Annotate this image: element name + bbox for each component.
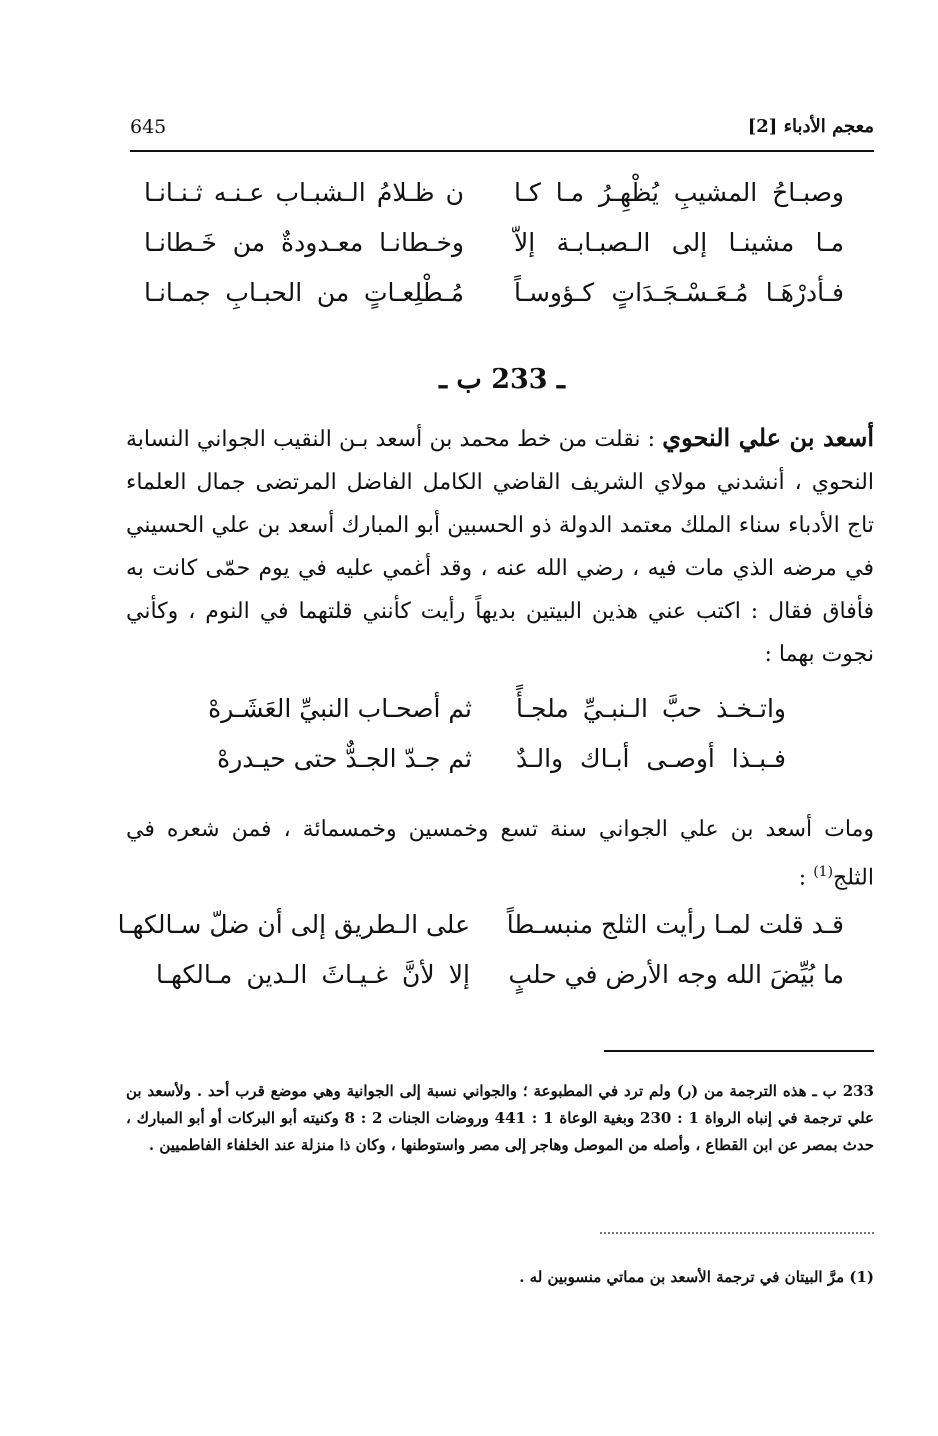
entry-paragraph bbox=[126, 416, 874, 676]
verse bbox=[130, 744, 874, 794]
footnote-divider bbox=[604, 1050, 874, 1052]
verse-second-hemistich: على الـطريق إلى أن ضلّ سـالكهـا bbox=[117, 910, 470, 939]
verse-first-hemistich: فـبـذا أوصـى أبـاك والـدٌ bbox=[516, 744, 786, 773]
entry-body: : نقلت من خط محمد بن أسعد بـن النقيب الجواني النسابة النحوي ، أنشدني مولاي الشريف القاضي الكامل الفاضل المرتضى جمال العلماء تاج الأدباء سناء الملك معتمد الدولة ذو الحسبين أبو المبارك أسعد بن علي الحسيني في مرضه الذي مات فيه ، رضي الله عنه ، وقد أغمي عليه في يوم حمّى كانت به فأفاق فقال : اكتب عني هذين البيتين بديهاً رأيت كأنني قلتهما في النوم ، وكأني نجوت بهما : bbox=[126, 427, 875, 667]
running-title: معجم الأدباء [2] bbox=[747, 116, 874, 137]
footnote-1: (1) مرَّ البيتان في ترجمة الأسعد بن مماتي منسوبين له . bbox=[519, 1268, 874, 1286]
poem-2 bbox=[130, 694, 874, 794]
verse-first-hemistich: ما بُيِّضَ الله وجه الأرض في حلبٍ bbox=[508, 960, 844, 989]
page-header bbox=[130, 112, 874, 152]
poem-1 bbox=[130, 178, 874, 328]
verse-second-hemistich: وخـطانـا معـدودةٌ من خَـطانـا bbox=[144, 228, 464, 257]
verse bbox=[130, 278, 874, 328]
verse bbox=[130, 228, 874, 278]
death-text-tail: : bbox=[798, 865, 814, 891]
verse-second-hemistich: إلا لأنَّ غـيـاثَ الـدين مـالكهـا bbox=[156, 960, 470, 989]
poem-3 bbox=[117, 910, 874, 1010]
entry-author: أسعد بن علي النحوي bbox=[662, 423, 875, 452]
footnote-marker: (1) bbox=[813, 864, 834, 880]
verse-second-hemistich: ثم أصحـاب النبيِّ العَشَـرهْ bbox=[208, 694, 472, 723]
footnote-dotted-divider bbox=[600, 1232, 874, 1234]
verse-first-hemistich: وصبـاحُ المشيبِ يُظْهِـرُ مـا كـا bbox=[514, 178, 844, 207]
verse-second-hemistich: ثم جـدّ الجـدٌّ حتى حيـدرهْ bbox=[217, 744, 472, 773]
verse bbox=[117, 910, 874, 960]
death-paragraph bbox=[126, 808, 874, 899]
verse bbox=[130, 694, 874, 744]
death-text: ومات أسعد بن علي الجواني سنة تسع وخمسين وخمسمائة ، فمن شعره في الثلج bbox=[126, 817, 874, 891]
verse-first-hemistich: مـا مشينـا إلى الـصبـابـة إلاّ bbox=[514, 228, 844, 257]
verse-first-hemistich: قـد قلت لمـا رأيت الثلج منبسـطاً bbox=[506, 910, 844, 939]
verse-second-hemistich: ن ظـلامُ الـشبـاب عـنـه ثـنـانـا bbox=[144, 178, 464, 207]
footnote-entry: 233 ب ـ هذه الترجمة من (ر) ولم ترد في المطبوعة ؛ والجواني نسبة إلى الجوانية وهي موضع قرب أحد . ولأسعد بن علي ترجمة في إنباه الرواة 1 : 230 وبغية الوعاة 1 : 441 وروضات الجنات 2 : 8 وكنيته أبو البركات أو أبو المبارك ، حدث بمصر عن ابن القطاع ، وأصله من الموصل وهاجر إلى مصر واستوطنها ، وكان ذا منزلة عند الخلفاء الفاطميين . bbox=[126, 1082, 874, 1154]
verse-first-hemistich: فـأدرْهَـا مُـعَـسْـجَـدَاتٍ كـؤوسـاً bbox=[514, 278, 844, 307]
verse-second-hemistich: مُـطْلِعـاتٍ من الحبـابِ جمـانـا bbox=[144, 278, 464, 307]
page-number: 645 bbox=[130, 116, 167, 138]
entry-number: ـ 233 ب ـ bbox=[439, 364, 565, 395]
verse bbox=[130, 178, 874, 228]
verse-first-hemistich: واتـخـذ حبَّ الـنبـيِّ ملجـأً bbox=[516, 694, 786, 723]
verse bbox=[130, 960, 874, 1010]
